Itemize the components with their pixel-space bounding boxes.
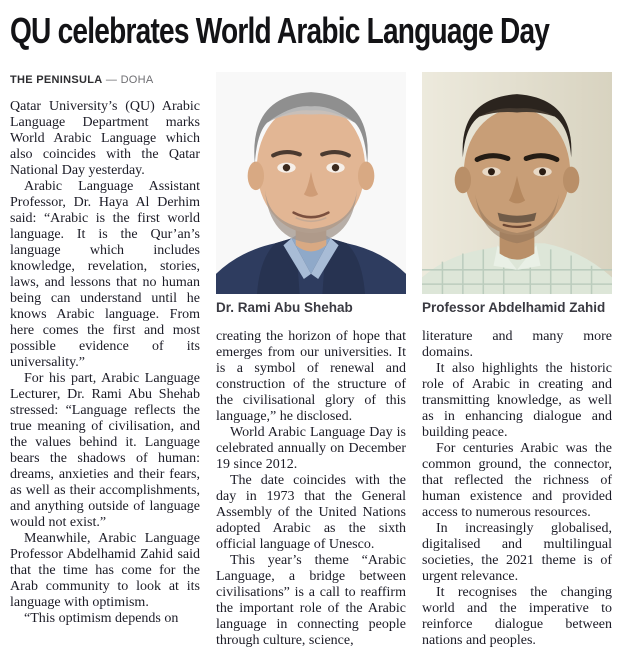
paragraph: It also highlights the historic role of Arabic in creating and transmitting knowledge, as well as in enhancing dialogue and building peace.: [422, 361, 612, 440]
paragraph: Meanwhile, Arabic Language Professor Abdelhamid Zahid said that the time has come for the Arab community to look at its language with optimism.: [10, 531, 200, 610]
text-column-1: [10, 72, 200, 649]
paragraph: Arabic Language Assistant Professor, Dr. Haya Al Derhim said: “Arabic is the first world language. It is the Qur’an’s language which includes knowledge, revelation, stories, laws, and lessons that no human being can understand until he knows Arabic language. From here comes the first and most possible evidence of its universality.”: [10, 179, 200, 370]
byline-location: DOHA: [120, 74, 154, 86]
portrait-illustration-1: [216, 72, 406, 294]
photo-caption-1: Dr. Rami Abu Shehab: [216, 300, 353, 315]
paragraph: World Arabic Language Day is celebrated annually on December 19 since 2012.: [216, 425, 406, 472]
paragraph: For his part, Arabic Language Lecturer, Dr. Rami Abu Shehab stressed: “Language reflects the true meaning of civilisation, and the values behind it. Language bears the shadows of human: dreams, anxieties and their fears, as well as their accomplishments, and anything outside of language would not exist.”: [10, 371, 200, 530]
paragraph: For centuries Arabic was the common ground, the connector, that reflected the richness of human existence and provided access to numerous resources.: [422, 441, 612, 520]
paragraph: In increasingly globalised, digitalised and multilingual societies, the 2021 theme is of urgent relevance.: [422, 521, 612, 584]
article-headline: QU celebrates World Arabic Language Day: [10, 10, 550, 51]
byline-source: THE PENINSULA: [10, 74, 103, 86]
paragraph: It recognises the changing world and the imperative to reinforce dialogue between nations and peoples.: [422, 585, 612, 648]
column-2-text: [216, 329, 406, 649]
photo-abdelhamid-zahid: [422, 72, 612, 294]
column-3-text: [422, 329, 612, 649]
text-column-2: [216, 72, 406, 649]
text-column-3: [422, 72, 612, 649]
paragraph: literature and many more domains.: [422, 329, 612, 360]
photo-rami-abu-shehab: [216, 72, 406, 294]
byline: [10, 74, 200, 86]
byline-separator: —: [105, 74, 118, 86]
article-body: [10, 72, 612, 649]
column-1-text: [10, 99, 200, 627]
photo-caption-2: Professor Abdelhamid Zahid: [422, 300, 606, 315]
paragraph: “This optimism depends on: [24, 611, 179, 626]
portrait-illustration-2: [422, 72, 612, 294]
paragraph: Qatar University’s (QU) Arabic Language Department marks World Arabic Language which also coincides with the Qatar National Day yesterday.: [10, 99, 200, 178]
paragraph: creating the horizon of hope that emerges from our universities. It is a symbol of renewal and construction of the structure of the civilisational glory of this language,” he disclosed.: [216, 329, 406, 424]
paragraph: This year’s theme “Arabic Language, a bridge between civilisations” is a call to reaffirm the important role of the Arabic language in connecting people through culture, science,: [216, 553, 406, 648]
paragraph: The date coincides with the day in 1973 that the General Assembly of the United Nations adopted Arabic as the sixth official language of Unesco.: [216, 473, 406, 552]
